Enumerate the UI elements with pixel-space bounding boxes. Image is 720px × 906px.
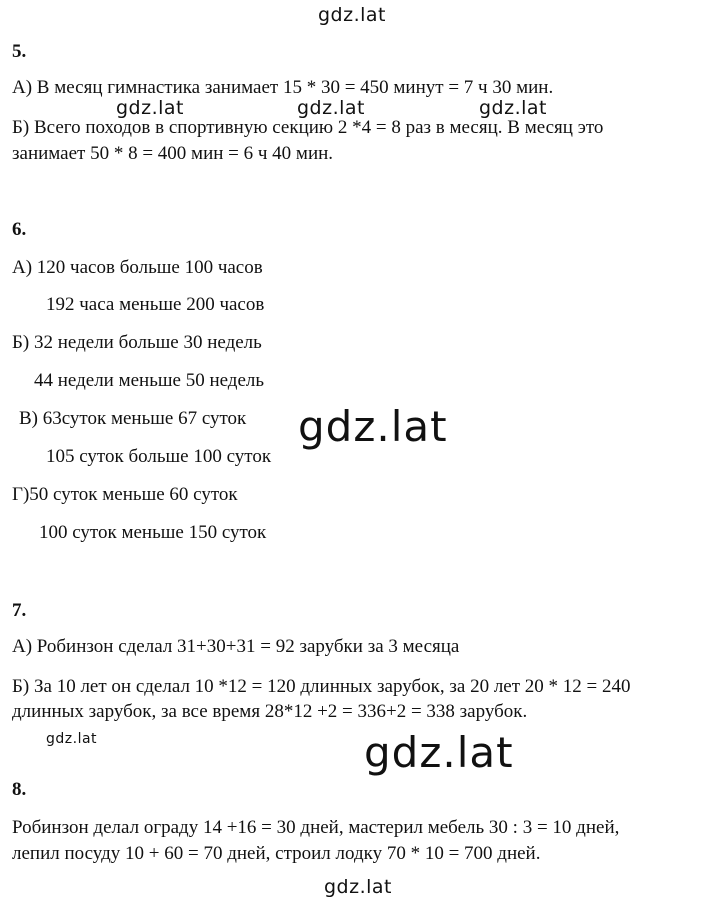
task8-line-2: лепил посуду 10 + 60 = 70 дней, строил лодку 70 * 10 = 700 дней.: [12, 843, 541, 864]
task6-line-g1: Г)50 суток меньше 60 суток: [12, 484, 238, 505]
task6-line-v2: 105 суток больше 100 суток: [46, 446, 272, 467]
task5-answer-b-line1: Б) Всего походов в спортивную секцию 2 *4 = 8 раз в месяц. В месяц это: [12, 117, 604, 138]
task6-line-a2: 192 часа меньше 200 часов: [46, 294, 265, 315]
watermark-top: gdz.lat: [318, 4, 387, 26]
watermark-bottom: gdz.lat: [324, 876, 393, 898]
task6-line-g2: 100 суток меньше 150 суток: [39, 522, 267, 543]
task5-answer-b-line2: занимает 50 * 8 = 400 мин = 6 ч 40 мин.: [12, 143, 334, 164]
watermark-small-1: gdz.lat: [116, 97, 185, 119]
task6-line-b1: Б) 32 недели больше 30 недель: [12, 332, 262, 353]
task-number-7: 7.: [12, 600, 27, 621]
task6-line-v1: В) 63суток меньше 67 суток: [19, 408, 247, 429]
task-number-6: 6.: [12, 219, 27, 240]
task-number-8: 8.: [12, 779, 27, 800]
task8-line-1: Робинзон делал ограду 14 +16 = 30 дней, мастерил мебель 30 : 3 = 10 дней,: [12, 817, 620, 838]
task7-answer-b-line2: длинных зарубок, за все время 28*12 +2 = 336+2 = 338 зарубок.: [12, 701, 528, 722]
watermark-small-2: gdz.lat: [297, 97, 366, 119]
task7-answer-b-line1: Б) За 10 лет он сделал 10 *12 = 120 длинных зарубок, за 20 лет 20 * 12 = 240: [12, 676, 631, 697]
watermark-large-2: gdz.lat: [364, 728, 514, 777]
task7-answer-a: А) Робинзон сделал 31+30+31 = 92 зарубки за 3 месяца: [12, 636, 460, 657]
watermark-large-1: gdz.lat: [298, 402, 448, 451]
task-number-5: 5.: [12, 41, 27, 62]
task5-answer-a: А) В месяц гимнастика занимает 15 * 30 = 450 минут = 7 ч 30 мин.: [12, 77, 554, 98]
task6-line-a1: А) 120 часов больше 100 часов: [12, 257, 263, 278]
watermark-tiny: gdz.lat: [46, 731, 98, 747]
task6-line-b2: 44 недели меньше 50 недель: [34, 370, 265, 391]
watermark-small-3: gdz.lat: [479, 97, 548, 119]
